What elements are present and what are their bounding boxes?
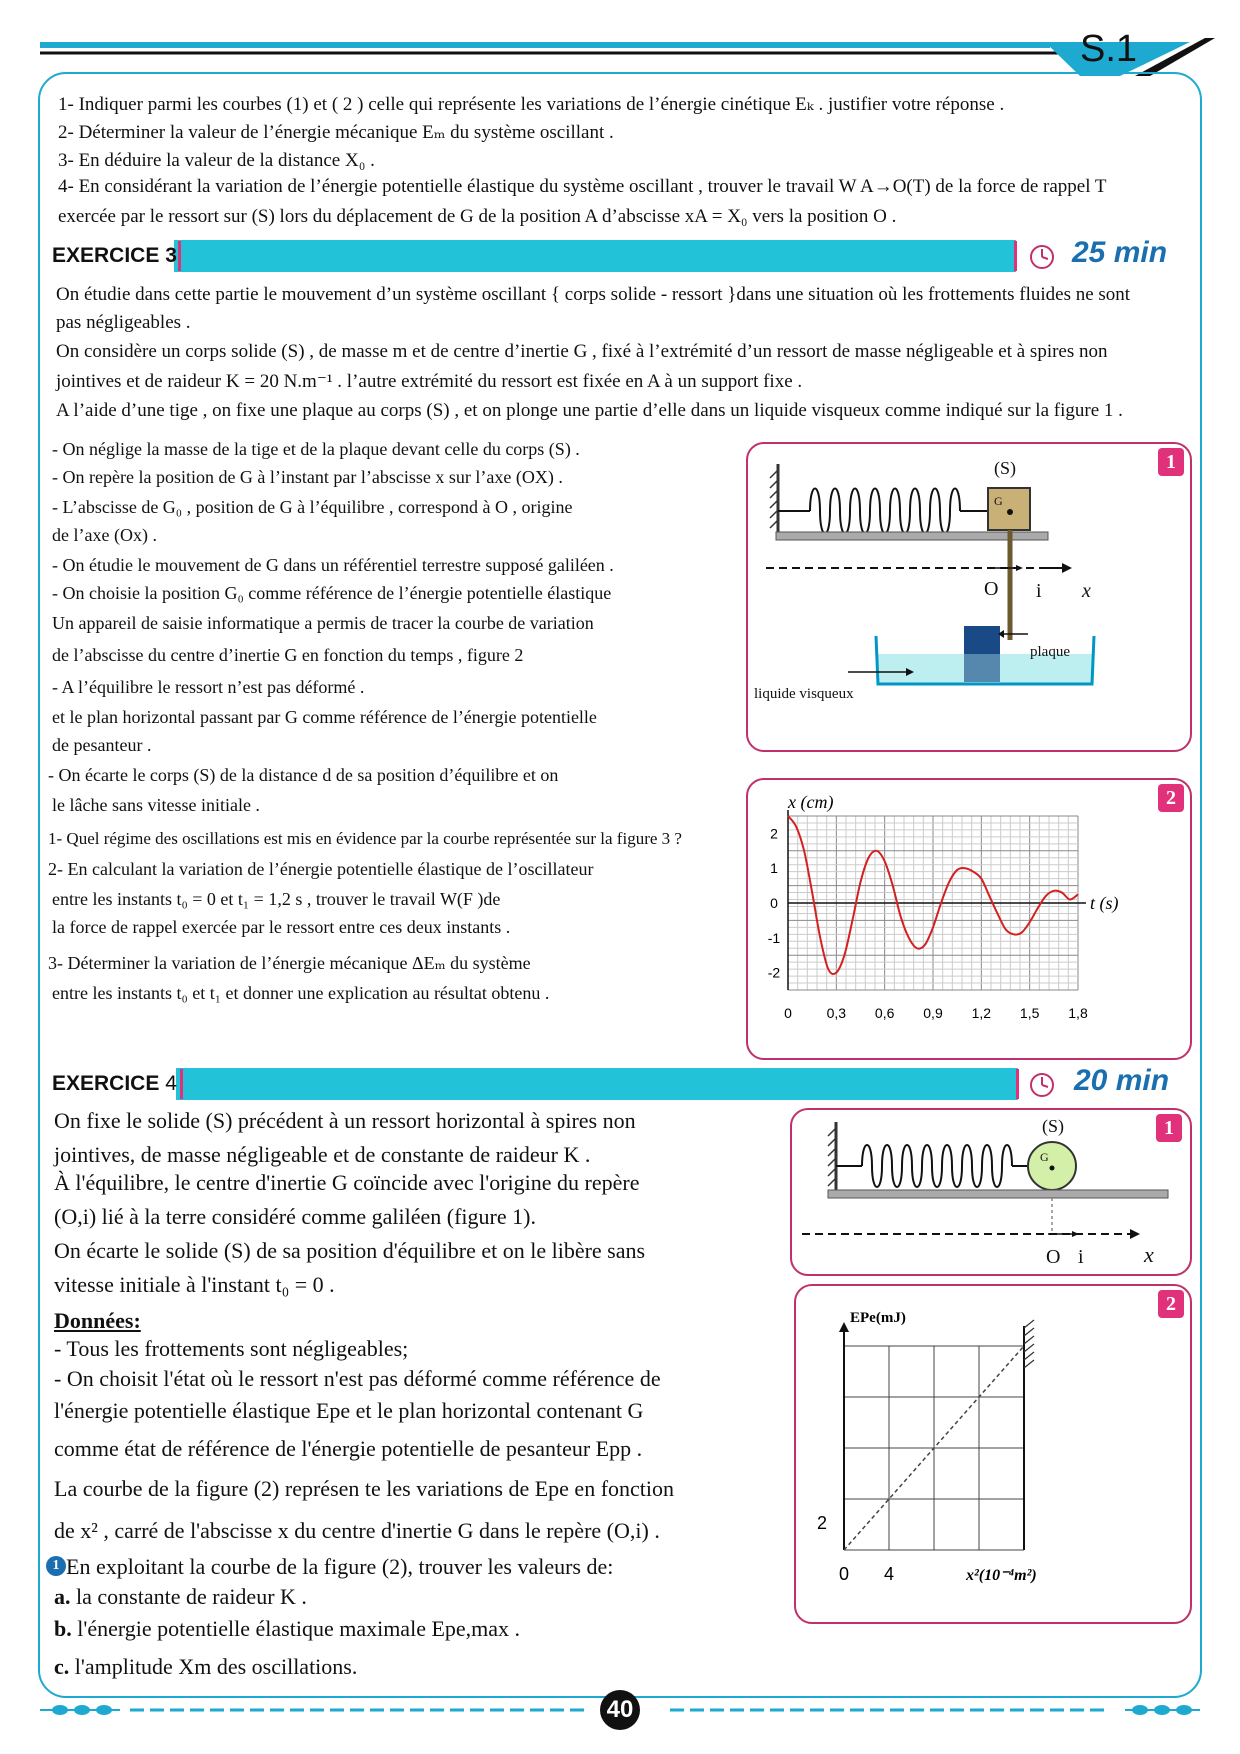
ex3-line: de pesanteur . [52, 735, 152, 755]
top-question-2: 2- Déterminer la valeur de l’énergie mécanique Eₘ du système oscillant . [58, 122, 614, 143]
exercise-4-bar [48, 1064, 1192, 1100]
clock-icon [1028, 243, 1056, 271]
x-tick-label: 0,3 [826, 1005, 847, 1021]
clock-icon [1028, 1071, 1056, 1099]
ex4-question: En exploitant la courbe de la figure (2), trouver les valeurs de: [66, 1554, 614, 1579]
ex3-intro-line: pas négligeables . [56, 312, 191, 333]
donnees-line: comme état de référence de l'énergie potentielle de pesanteur Epp . [54, 1436, 643, 1461]
wall-hatch [1024, 1328, 1034, 1336]
ex4-figure-1 [790, 1108, 1192, 1276]
x-tick-label: 1,8 [1068, 1005, 1088, 1021]
donnees-line: - On choisit l'état où le ressort n'est pas déformé comme référence de [54, 1366, 661, 1391]
ex3-figure-2 [746, 778, 1192, 1060]
ex3-line: - On repère la position de G à l’instant par l’abscisse x sur l’axe (OX) . [52, 467, 563, 487]
ex3-intro-line: On considère un corps solide (S) , de masse m et de centre d’inertie G , fixé à l’extrémité d’un ressort de masse négligeable et à spires non [56, 341, 1108, 362]
y-tick-label: -2 [767, 964, 781, 981]
ex4-line: On fixe le solide (S) précédent à un ressort horizontal à spires non [54, 1108, 636, 1133]
y-axis-label: EPe(mJ) [850, 1310, 906, 1326]
plaque-label: plaque [1030, 644, 1070, 660]
x-vs-t-chart [748, 780, 1190, 1058]
y-tick-label: -1 [767, 929, 781, 946]
ex4-item-a: a. la constante de raideur K . [54, 1584, 307, 1609]
ex3-line: Un appareil de saisie informatique a permis de tracer la courbe de variation [52, 613, 594, 633]
donnees-line: l'énergie potentielle élastique Epe et le plan horizontal contenant G [54, 1398, 644, 1423]
ex4-item-c: c. l'amplitude Xm des oscillations. [54, 1654, 358, 1679]
y-tick-label: 1 [770, 860, 778, 877]
ex3-line: - On écarte le corps (S) de la distance d de sa position d’équilibre et on [48, 765, 559, 785]
x-tick-label: 1,2 [971, 1005, 992, 1021]
y-tick-label: 2 [816, 1513, 828, 1533]
question-number-badge: 1 [46, 1556, 66, 1576]
wall-hatch [1024, 1352, 1034, 1360]
figure-number: 1 [1156, 1114, 1182, 1142]
top-question-3: 3- En déduire la valeur de la distance X₀ . [58, 150, 375, 171]
unit-vector-label: i [1078, 1246, 1084, 1268]
spring-plate-diagram [748, 444, 1190, 750]
exercise-3-time: 25 min [1072, 236, 1168, 269]
donnees-line: La courbe de la figure (2) représen te les variations de Epe en fonction [54, 1476, 675, 1501]
ex4-line: À l'équilibre, le centre d'inertie G coïncide avec l'origine du repère [54, 1170, 640, 1195]
x-axis-label: t (s) [1090, 893, 1119, 913]
top-question-4-cont: exercée par le ressort sur (S) lors du déplacement de G de la position A d’abscisse xA = X₀ vers la position O . [58, 206, 897, 227]
liquide-label: liquide visqueux [754, 686, 854, 702]
ex3-figure-1 [746, 442, 1192, 752]
ex4-line: On écarte le solide (S) de sa position d'équilibre et on le libère sans [54, 1238, 646, 1263]
ex3-question-1: 1- Quel régime des oscillations est mis en évidence par la courbe représentée sur la figure 3 ? [48, 829, 682, 848]
header-decoration [0, 0, 1240, 80]
x-tick-label: 0 [784, 1005, 792, 1021]
y-axis-arrow [839, 1322, 849, 1332]
axis-label: x [1082, 580, 1091, 602]
exercise-3-bar [48, 236, 1192, 272]
donnees-line: - Tous les frottements sont négligeables; [54, 1336, 409, 1361]
exercise-4-number: 4 [165, 1072, 177, 1095]
origin-label: O [1046, 1246, 1061, 1268]
ex3-question-3: 3- Déterminer la variation de l’énergie mécanique ΔEₘ du système [48, 953, 531, 973]
top-question-4: 4- En considérant la variation de l’énergie potentielle élastique du système oscillant , trouver le travail W A→O(T) de la force de rappel T [58, 176, 1107, 197]
axis-label: x [1144, 1242, 1154, 1267]
page-code: S.1 [1080, 28, 1138, 70]
figure-number: 1 [1158, 448, 1184, 476]
exercise-4-time: 20 min [1074, 1064, 1170, 1097]
x-axis-label: x²(10⁻⁴m²) [966, 1567, 1037, 1584]
x-tick-label: 0 [838, 1564, 850, 1584]
ex4-line: (O,i) lié à la terre considéré comme galiléen (figure 1). [54, 1204, 536, 1229]
g-label: G [994, 494, 1003, 508]
ex3-line: - A l’équilibre le ressort n’est pas déformé . [52, 677, 365, 697]
wall-hatch [1024, 1336, 1034, 1344]
exercise-3-label: EXERCICE 3 [52, 244, 177, 267]
donnees-title: Données: [54, 1308, 141, 1333]
ex3-question-3-cont: entre les instants t₀ et t₁ et donner une explication au résultat obtenu . [52, 983, 550, 1003]
ex3-intro-line: On étudie dans cette partie le mouvement d’un système oscillant { corps solide - ressort }dans une situation où les frottements fluides ne sont [56, 284, 1131, 305]
wall-hatch [1024, 1320, 1034, 1328]
ex3-line: de l’abscisse du centre d’inertie G en fonction du temps , figure 2 [52, 645, 524, 665]
figure-number: 2 [1158, 1290, 1184, 1318]
ex3-intro-line: jointives et de raideur K = 20 N.m⁻¹ . l’autre extrémité du ressort est fixée en A à un support fixe . [56, 371, 803, 392]
ex3-line: et le plan horizontal passant par G comme référence de l’énergie potentielle [52, 707, 597, 727]
ex4-line: vitesse initiale à l'instant t₀ = 0 . [54, 1272, 335, 1297]
wall-hatch [1024, 1344, 1034, 1352]
ex3-line: de l’axe (Ox) . [52, 525, 157, 545]
x-tick-label: 0,6 [874, 1005, 895, 1021]
y-tick-label: 2 [770, 825, 778, 842]
donnees-line: de x² , carré de l'abscisse x du centre d'inertie G dans le repère (O,i) . [54, 1518, 660, 1543]
ex4-item-b: b. l'énergie potentielle élastique maximale Epe,max . [54, 1616, 521, 1641]
ex3-line: - On néglige la masse de la tige et de la plaque devant celle du corps (S) . [52, 439, 580, 459]
spring-ball-diagram [792, 1110, 1190, 1274]
ex3-line: - L’abscisse de G₀ , position de G à l’équilibre , correspond à O , origine [52, 497, 573, 517]
g-label: G [1040, 1150, 1049, 1164]
ex3-question-2: 2- En calculant la variation de l’énergie potentielle élastique de l’oscillateur [48, 859, 594, 879]
unit-vector-label: i [1036, 580, 1042, 602]
epe-vs-x2-chart [796, 1286, 1190, 1622]
ex3-line: le lâche sans vitesse initiale . [52, 795, 260, 815]
figure-number: 2 [1158, 784, 1184, 812]
x-tick-label: 0,9 [923, 1005, 943, 1021]
ex4-figure-2 [794, 1284, 1192, 1624]
page-number: 40 [606, 1696, 634, 1723]
ex3-question-2-cont: la force de rappel exercée par le ressort entre ces deux instants . [52, 917, 511, 937]
y-tick-label: 0 [770, 895, 778, 911]
exercise-4-label: EXERCICE [52, 1072, 160, 1095]
wall-hatch [1024, 1360, 1034, 1368]
ex4-line: jointives, de masse négligeable et de constante de raideur K . [54, 1142, 591, 1167]
top-question-1: 1- Indiquer parmi les courbes (1) et ( 2 ) celle qui représente les variations de l’énergie cinétique Eₖ . justifier votre réponse . [58, 94, 1005, 115]
x-tick-label: 1,5 [1019, 1005, 1040, 1021]
solid-label: (S) [1042, 1116, 1064, 1136]
ex3-line: - On choisie la position G₀ comme référence de l’énergie potentielle élastique [52, 583, 612, 603]
x-tick-label: 4 [883, 1564, 895, 1584]
origin-label: O [984, 578, 999, 600]
ex3-question-2-cont: entre les instants t₀ = 0 et t₁ = 1,2 s , trouver le travail W(F )de [52, 889, 501, 909]
ex3-intro-line: A l’aide d’une tige , on fixe une plaque au corps (S) , et on plonge une partie d’elle dans un liquide visqueux comme indiqué sur la figure 1 . [56, 400, 1123, 421]
ex3-line: - On étudie le mouvement de G dans un référentiel terrestre supposé galiléen . [52, 555, 614, 575]
solid-label: (S) [994, 458, 1016, 478]
y-axis-label: x (cm) [788, 792, 834, 812]
